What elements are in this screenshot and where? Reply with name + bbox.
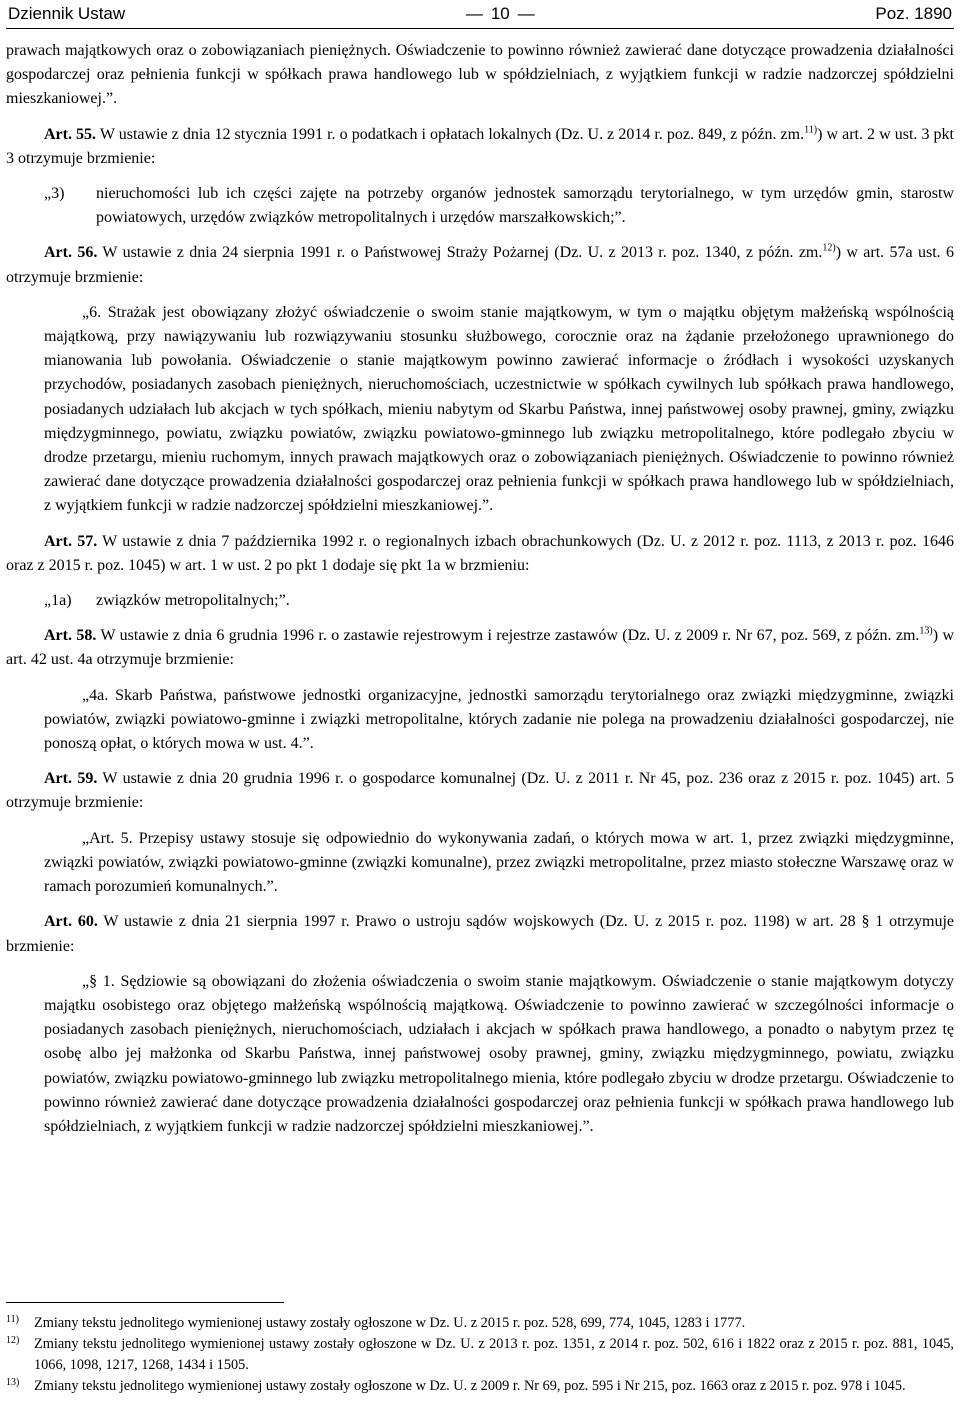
article-58-text-cont: ) w art. 42 ust. 4a otrzymuje brzmienie:	[6, 627, 955, 669]
article-56-quote	[6, 301, 954, 519]
point-number: „1a)	[44, 592, 72, 610]
footnote-mark: 11)	[6, 1314, 19, 1325]
article-60	[6, 910, 954, 958]
quoted-provision: „4a. Skarb Państwa, państwowe jednostki organizacyjne, jednostki samorządu terytorialnego oraz związki międzygminne, związki powiatów, związki powiatowo-gminne i związki metropolitalne, których zadanie nie polega na prowadzeniu działalności gospodarczej, nie ponoszą opłat, o których mowa w ust. 4.”.	[44, 686, 954, 753]
footnote	[6, 1334, 954, 1376]
point-text: związków metropolitalnych;”.	[96, 592, 290, 610]
article-60-quote	[6, 970, 954, 1139]
article-55-text: W ustawie z dnia 12 stycznia 1991 r. o podatkach i opłatach lokalnych (Dz. U. z 2014 r. poz. 849, z późn. zm.	[96, 125, 805, 143]
footnote-separator	[6, 1302, 284, 1303]
quoted-provision: „6. Strażak jest obowiązany złożyć oświadczenie o swoim stanie majątkowym, w tym o majątku objętym małżeńską wspólnością majątkową, przy nawiązywaniu lub rozwiązywaniu stosunku służbowego, corocznie oraz na żądanie przełożonego uprawnionego do mianowania lub powołania. Oświadczenie o stanie majątkowym powinno zawierać informacje o źródłach i wysokości uzyskanych przychodów, posiadanych zasobach pieniężnych, nieruchomościach, uczestnictwie w spółkach cywilnych lub spółkach prawa handlowego, posiadanych udziałach lub akcjach w tych spółkach, mieniu nabytym od Skarbu Państwa, innej państwowej osoby prawnej, gminy, związku międzygminnego, powiatu, związku powiatów, związku powiatowo-gminnego lub związku metropolitalnego, które podlegało zbyciu w drodze przetargu, mieniu ruchomym, innych prawach majątkowych oraz o zobowiązaniach pieniężnych. Oświadczenie to powinno również zawierać dane dotyczące prowadzenia działalności gospodarczej oraz pełnienia funkcji w spółkach prawa handlowego lub w spółdzielniach, z wyjątkiem funkcji w radzie nadzorczej spółdzielni mieszkaniowej.”.	[44, 303, 954, 515]
footnote	[6, 1313, 954, 1334]
article-55-text-cont: ) w art. 2 w ust. 3 pkt 3 otrzymuje brzmienie:	[6, 125, 955, 167]
footnote-text: Zmiany tekstu jednolitego wymienionej ustawy zostały ogłoszone w Dz. U. z 2015 r. poz. 528, 699, 774, 1045, 1283 i 1777.	[34, 1315, 746, 1331]
article-57-label: Art. 57.	[44, 532, 98, 550]
document-page	[6, 0, 954, 1139]
continued-paragraph: prawach majątkowych oraz o zobowiązaniach pieniężnych. Oświadczenie to powinno również zawierać dane dotyczące prowadzenia działalności gospodarczej oraz pełnienia funkcji w spółkach prawa handlowego lub w spółdzielniach, z wyjątkiem funkcji w radzie nadzorczej spółdzielni mieszkaniowej.”.	[6, 42, 954, 108]
quoted-provision: „Art. 5. Przepisy ustawy stosuje się odpowiednio do wykonywania zadań, o których mowa w art. 1, przez związki międzygminne, związki powiatów, związki powiatowo-gminne (związki komunalne), przez związki metropolitalne, przez miasto stołeczne Warszawę oraz w ramach porozumień komunalnych.”.	[44, 829, 954, 896]
article-60-label: Art. 60.	[44, 913, 98, 931]
article-59-text: W ustawie z dnia 20 grudnia 1996 r. o gospodarce komunalnej (Dz. U. z 2011 r. Nr 45, poz. 236 oraz z 2015 r. poz. 1045) art. 5 otrzymuje brzmienie:	[6, 770, 955, 812]
article-59-quote	[6, 827, 954, 900]
footnote	[6, 1376, 954, 1397]
article-56-text: W ustawie z dnia 24 sierpnia 1991 r. o Państwowej Straży Pożarnej (Dz. U. z 2013 r. poz. 1340, z późn. zm.	[97, 244, 823, 262]
footnote-ref-11: 11)	[804, 124, 818, 136]
article-58-label: Art. 58.	[44, 627, 97, 645]
article-56-label: Art. 56.	[44, 244, 98, 262]
article-59	[6, 767, 954, 815]
point-number: „3)	[44, 185, 65, 203]
footnote-ref-13: 13)	[919, 625, 933, 637]
article-56	[6, 241, 954, 289]
article-59-label: Art. 59.	[44, 770, 98, 788]
article-55-label: Art. 55.	[44, 125, 97, 143]
position-number: Poz. 1890	[875, 4, 952, 23]
footnote-ref-12: 12)	[822, 243, 836, 255]
footnote-text: Zmiany tekstu jednolitego wymienionej ustawy zostały ogłoszone w Dz. U. z 2009 r. Nr 69, poz. 595 i Nr 215, poz. 1663 oraz z 2015 r. poz. 978 i 1045.	[34, 1378, 906, 1394]
article-60-text: W ustawie z dnia 21 sierpnia 1997 r. Prawo o ustroju sądów wojskowych (Dz. U. z 2015 r. poz. 1198) w art. 28 § 1 otrzymuje brzmienie:	[6, 913, 955, 955]
page-header	[6, 0, 954, 29]
article-56-text-cont: ) w art. 57a ust. 6 otrzymuje brzmienie:	[6, 244, 955, 286]
article-57	[6, 530, 954, 578]
article-57-point	[44, 589, 954, 613]
article-58-text: W ustawie z dnia 6 grudnia 1996 r. o zastawie rejestrowym i rejestrze zastawów (Dz. U. z 2009 r. Nr 67, poz. 569, z późn. zm.	[96, 627, 920, 645]
article-55-point	[44, 182, 954, 230]
article-58-quote	[6, 684, 954, 757]
journal-title: Dziennik Ustaw	[8, 4, 126, 23]
footnote-text: Zmiany tekstu jednolitego wymienionej ustawy zostały ogłoszone w Dz. U. z 2013 r. poz. 1351, z 2014 r. poz. 502, 616 i 1822 oraz z 2015 r. poz. 881, 1045, 1066, 1098, 1217, 1268, 1434 i 1505.	[34, 1336, 954, 1373]
footnote-mark: 13)	[6, 1377, 20, 1388]
footnotes-section	[6, 1302, 954, 1397]
page-number: — 10 —	[458, 4, 543, 24]
footnote-mark: 12)	[6, 1335, 20, 1346]
article-58	[6, 624, 954, 672]
article-55	[6, 123, 954, 171]
point-text: nieruchomości lub ich części zajęte na potrzeby organów jednostek samorządu terytorialnego, w tym urzędów gmin, starostw powiatowych, urzędów związków metropolitalnych i urzędów marszałkowskich;”.	[96, 185, 954, 227]
quoted-provision: „§ 1. Sędziowie są obowiązani do złożenia oświadczenia o swoim stanie majątkowym. Oświadczenie o stanie majątkowym dotyczy majątku osobistego oraz objętego małżeńską wspólnością majątkową. Oświadczenie to powinno zawierać w szczególności informacje o posiadanych zasobach pieniężnych, nieruchomościach, udziałach i akcjach w spółkach prawa handlowego, a ponadto o nabytym przez tę osobę albo jej małżonka od Skarbu Państwa, innej państwowej osoby prawnej, gminy, związku międzygminnego, powiatu, związku powiatów, związku powiatowo-gminnego lub związku metropolitalnego mienia, które podlegało zbyciu w drodze przetargu. Oświadczenie to powinno również zawierać dane dotyczące prowadzenia działalności gospodarczej oraz pełnienia funkcji w spółkach prawa handlowego lub spółdzielniach, z wyjątkiem funkcji w radzie nadzorczej spółdzielni mieszkaniowej.”.	[44, 972, 954, 1135]
article-57-text: W ustawie z dnia 7 października 1992 r. o regionalnych izbach obrachunkowych (Dz. U. z 2012 r. poz. 1113, z 2013 r. poz. 1646 oraz z 2015 r. poz. 1045) w art. 1 w ust. 2 po pkt 1 dodaje się pkt 1a w brzmieniu:	[6, 532, 955, 574]
